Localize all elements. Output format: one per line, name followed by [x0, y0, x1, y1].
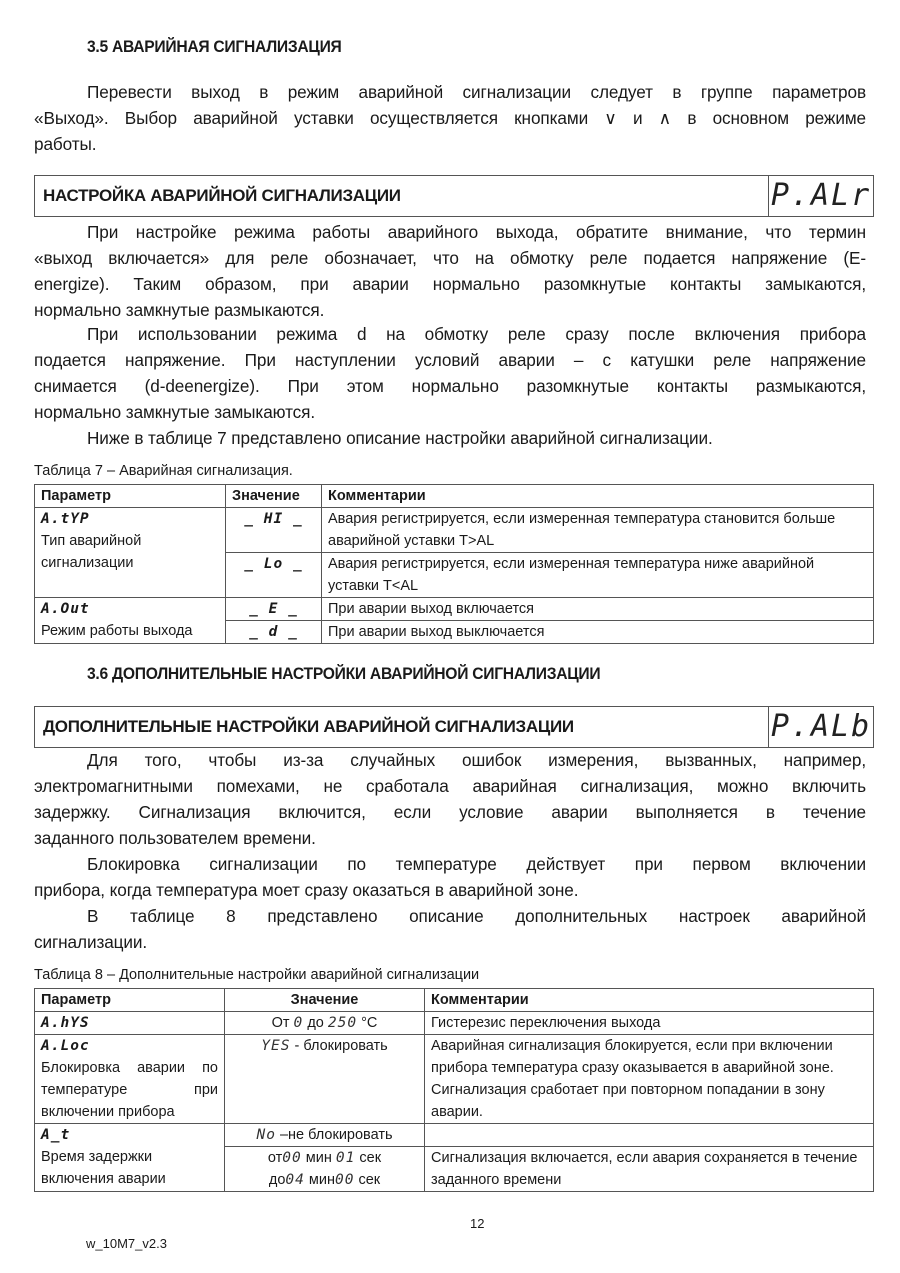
- parameter-cell: [35, 1012, 225, 1035]
- text-line: Для того, чтобы из-за случайных ошибок измерения, вызванных, например,: [87, 750, 866, 770]
- value-code: 0: [293, 1015, 304, 1031]
- table8-caption: Таблица 8 – Дополнительные настройки аварийной сигнализации: [34, 967, 480, 983]
- relay-paragraph-1: [34, 219, 866, 323]
- value-code: _ E _: [249, 601, 298, 617]
- value-text: сек: [358, 1172, 381, 1188]
- relay-paragraph-2: [34, 321, 866, 425]
- header-comment: Комментарии: [322, 485, 874, 508]
- value-text: до: [268, 1172, 286, 1188]
- value-code: _ Lo _: [244, 556, 303, 572]
- comment-cell: Сигнализация включается, если авария сохраняется в течение заданного времени: [425, 1147, 874, 1192]
- value-text: –не блокировать: [279, 1127, 393, 1143]
- page-number: 12: [470, 1216, 485, 1231]
- table7: [34, 484, 874, 644]
- parameter-group-box-palr: [34, 175, 874, 217]
- header-comment: Комментарии: [425, 989, 874, 1012]
- value-code: 04: [285, 1172, 305, 1188]
- text-line: работы.: [34, 134, 97, 154]
- value-cell: [226, 621, 322, 644]
- parameter-code: A.hYS: [41, 1015, 90, 1031]
- text-line: нормально замкнутые замыкаются.: [34, 402, 316, 422]
- value-code: _ HI _: [244, 511, 303, 527]
- parameter-code: A.Out: [41, 601, 90, 617]
- table8: [34, 988, 874, 1192]
- text-line: прибора, когда температура моет сразу оказаться в аварийной зоне.: [34, 880, 579, 900]
- value-cell: [225, 1035, 425, 1124]
- text-line: Блокировка сигнализации по температуре действует при первом включении: [87, 854, 866, 874]
- text-line: снимается (d-deenergize). При этом нормально разомкнутые контакты размыкаются,: [34, 376, 866, 396]
- parameter-code: A_t: [41, 1127, 71, 1143]
- value-text: мин: [305, 1150, 332, 1166]
- text-line: сигнализации.: [34, 932, 148, 952]
- parameter-cell: [35, 1124, 225, 1192]
- comment-cell: При аварии выход включается: [322, 598, 874, 621]
- header-parameter: Параметр: [35, 485, 226, 508]
- document-version: w_10M7_v2.3: [86, 1236, 167, 1251]
- comment-cell: Авария регистрируется, если измеренная температура ниже аварийной уставки T<AL: [322, 553, 874, 598]
- text-line: Ниже в таблице 7 представлено описание настройки аварийной сигнализации.: [87, 428, 713, 448]
- parameter-code: A.tYP: [41, 511, 90, 527]
- text-line: заданного пользователем времени.: [34, 828, 316, 848]
- table-header-row: [35, 485, 874, 508]
- text-line: электромагнитными помехами, не сработала аварийная сигнализация, можно включить: [34, 776, 866, 796]
- seven-segment-code: P.ALr: [768, 176, 873, 216]
- value-cell: [226, 598, 322, 621]
- table8-intro: [34, 903, 866, 955]
- text-line: «выход включается» для реле обозначает, что на обмотку реле подается напряжение (E-: [34, 248, 866, 268]
- parameter-cell: [35, 508, 226, 598]
- text-line: energize). Таким образом, при аварии нормально разомкнутые контакты замыкаются,: [34, 274, 866, 294]
- value-code: _ d _: [249, 624, 298, 640]
- delay-paragraph: [34, 747, 866, 851]
- box-title: ДОПОЛНИТЕЛЬНЫЕ НАСТРОЙКИ АВАРИЙНОЙ СИГНАЛИЗАЦИИ: [43, 717, 574, 736]
- value-code: No: [256, 1127, 276, 1143]
- value-cell: [226, 553, 322, 598]
- table-row: [35, 1012, 874, 1035]
- value-text: От: [271, 1015, 290, 1031]
- unit-text: °C: [361, 1015, 378, 1031]
- comment-cell: При аварии выход выключается: [322, 621, 874, 644]
- comment-cell-empty: [425, 1124, 874, 1147]
- header-value: Значение: [225, 989, 425, 1012]
- table-row: [35, 1124, 874, 1147]
- parameter-label: Тип аварийной сигнализации: [41, 533, 142, 571]
- seven-segment-code: P.ALb: [768, 707, 873, 747]
- section-heading-3-5: 3.5 АВАРИЙНАЯ СИГНАЛИЗАЦИЯ: [87, 37, 342, 56]
- value-code: YES: [261, 1038, 291, 1054]
- value-code: 00: [334, 1172, 355, 1188]
- table7-caption: Таблица 7 – Аварийная сигнализация.: [34, 463, 293, 479]
- block-paragraph: [34, 851, 866, 903]
- parameter-code: A.Loc: [41, 1038, 90, 1054]
- value-cell: [225, 1147, 425, 1192]
- text-line: Перевести выход в режим аварийной сигнализации следует в группе параметров: [87, 82, 866, 102]
- text-line: задержку. Сигнализация включится, если условие аварии выполняется в течение: [34, 802, 866, 822]
- comment-cell: Гистерезис переключения выхода: [425, 1012, 874, 1035]
- comment-cell: Авария регистрируется, если измеренная температура становится больше аварийной уставки T>AL: [322, 508, 874, 553]
- value-text: от: [267, 1150, 283, 1166]
- text-line: В таблице 8 представлено описание дополнительных настроек аварийной: [87, 906, 866, 926]
- parameter-cell: [35, 598, 226, 644]
- section-heading-3-6: 3.6 ДОПОЛНИТЕЛЬНЫЕ НАСТРОЙКИ АВАРИЙНОЙ СИГНАЛИЗАЦИИ: [87, 664, 601, 683]
- table-row: [35, 598, 874, 621]
- parameter-label: Режим работы выхода: [41, 623, 193, 639]
- table7-intro: [87, 425, 867, 451]
- value-cell: [225, 1124, 425, 1147]
- value-cell: [225, 1012, 425, 1035]
- parameter-label: Время задержки включения аварии: [41, 1149, 166, 1187]
- comment-cell: Аварийная сигнализация блокируется, если при включении прибора температура сразу оказывается в аварийной зоне. Сигнализация сработает при повторном попадании в зону аварии.: [425, 1035, 874, 1124]
- parameter-group-box-palb: [34, 706, 874, 748]
- parameter-label: Блокировка аварии по температуре при включении прибора: [41, 1060, 218, 1120]
- value-text: сек: [359, 1150, 382, 1166]
- value-code: 250: [327, 1015, 358, 1031]
- table-row: [35, 1035, 874, 1124]
- value-code: 00: [282, 1150, 302, 1166]
- value-code: 01: [335, 1150, 356, 1166]
- text-line: нормально замкнутые размыкаются.: [34, 300, 325, 320]
- value-text: - блокировать: [294, 1038, 388, 1054]
- text-line: При использовании режима d на обмотку реле сразу после включения прибора: [87, 324, 866, 344]
- value-cell: [226, 508, 322, 553]
- table-header-row: [35, 989, 874, 1012]
- box-title: НАСТРОЙКА АВАРИЙНОЙ СИГНАЛИЗАЦИИ: [43, 186, 401, 205]
- text-line: При настройке режима работы аварийного выхода, обратите внимание, что термин: [87, 222, 866, 242]
- table-row: [35, 508, 874, 553]
- text-line: «Выход». Выбор аварийной уставки осуществляется кнопками ∨ и ∧ в основном режиме: [34, 108, 866, 128]
- value-text: мин: [308, 1172, 335, 1188]
- intro-paragraph: [34, 79, 866, 157]
- parameter-cell: [35, 1035, 225, 1124]
- header-parameter: Параметр: [35, 989, 225, 1012]
- text-line: подается напряжение. При наступлении условий аварии – с катушки реле напряжение: [34, 350, 866, 370]
- header-value: Значение: [226, 485, 322, 508]
- value-text: до: [307, 1015, 324, 1031]
